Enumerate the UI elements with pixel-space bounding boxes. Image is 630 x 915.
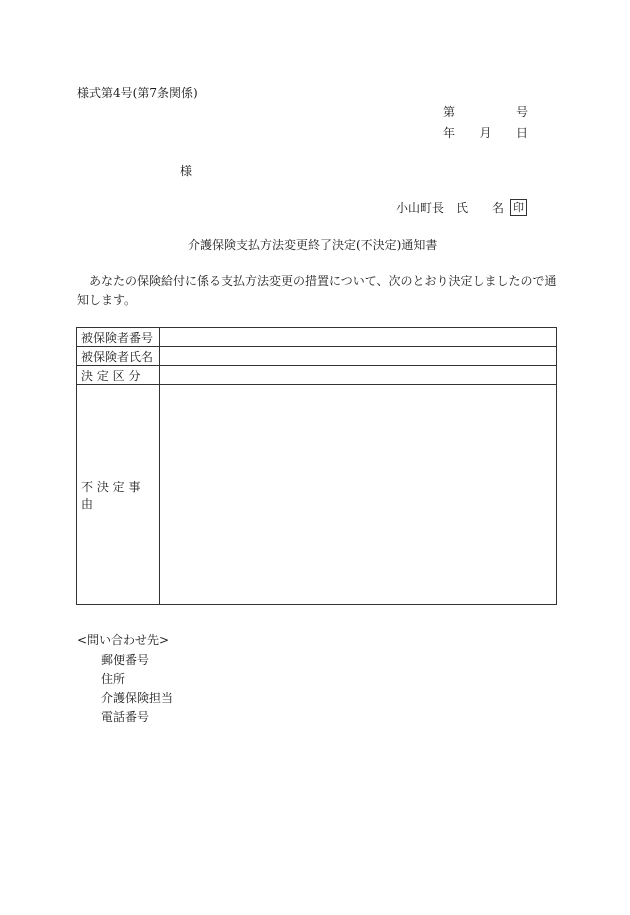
document-title: 介護保険支払方法変更終了決定(不決定)通知書 (188, 238, 438, 252)
contact-item: 郵便番号 (101, 653, 150, 667)
form-number: 様式第4号(第7条関係) (77, 86, 198, 100)
addressee: 様 (180, 164, 193, 178)
table-row (77, 366, 557, 385)
row-label: 不 決 定 事 由 (77, 385, 160, 605)
document-number-line (443, 103, 528, 120)
row-label: 被保険者氏名 (77, 347, 160, 366)
contact-item: 住所 (101, 672, 126, 686)
contact-item: 電話番号 (101, 710, 150, 724)
row-value (160, 347, 557, 366)
date-year: 年 (443, 126, 456, 140)
issuer-name-1: 氏 (456, 201, 469, 215)
date-line (443, 124, 528, 141)
row-value (160, 385, 557, 605)
contact-heading: <問い合わせ先> (77, 633, 170, 647)
row-value (160, 328, 557, 347)
row-value (160, 366, 557, 385)
issuer-name-2: 名 (492, 201, 505, 215)
table-row (77, 385, 557, 605)
issuer (396, 199, 527, 216)
issuer-title: 小山町長 (396, 201, 445, 215)
seal-mark: 印 (510, 199, 527, 216)
number-suffix: 号 (515, 105, 528, 119)
date-month: 月 (479, 126, 492, 140)
table-row (77, 328, 557, 347)
number-prefix: 第 (443, 105, 456, 119)
row-label: 決 定 区 分 (77, 366, 160, 385)
row-label: 被保険者番号 (77, 328, 160, 347)
body-text: あなたの保険給付に係る支払方法変更の措置について、次のとおり決定しましたので通知します。 (77, 274, 557, 307)
info-table (76, 327, 557, 605)
contact-item: 介護保険担当 (101, 691, 174, 705)
date-day: 日 (515, 126, 528, 140)
table-row (77, 347, 557, 366)
contact-list (101, 651, 173, 727)
